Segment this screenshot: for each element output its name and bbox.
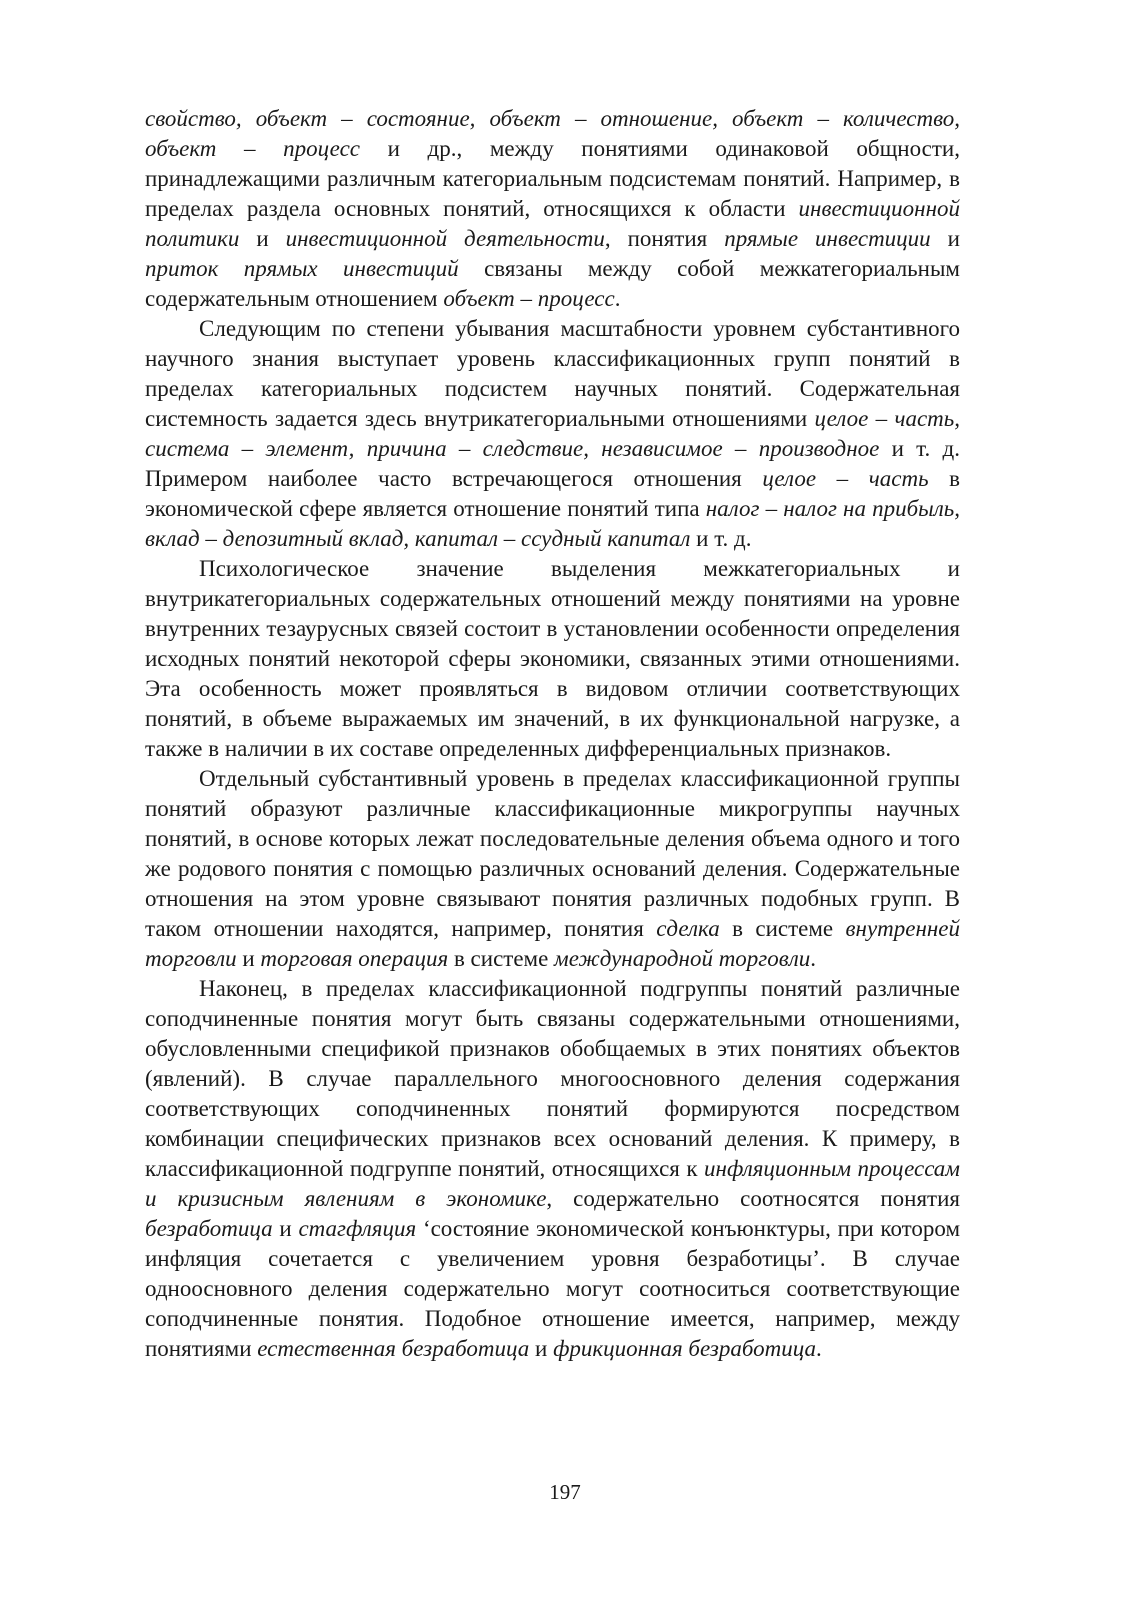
text-run: , понятия (604, 226, 725, 251)
text-run: связаны между собой межкатегориальным содержательным отношением (145, 256, 960, 311)
text-run: внутренней торговли (145, 916, 960, 971)
text-run: Следующим по степени убывания масштабности уровнем субстантивного научного знания выступает уровень классификационных групп понятий в пределах категориальных подсистем научных понятий. Содержательная системность задается здесь внутрикатегориальными отношениями (145, 316, 960, 431)
text-run: в системе (719, 916, 846, 941)
text-run: , содержательно соотносятся понятия (546, 1186, 960, 1211)
text-run: и т. д. (690, 526, 752, 551)
paragraph-3 (145, 554, 960, 764)
page-number: 197 (549, 1480, 581, 1504)
text-run: в экономической сфере является отношение понятий типа (145, 466, 960, 521)
text-run: сделка (656, 916, 720, 941)
paragraph-1 (145, 104, 960, 314)
paragraph-4 (145, 764, 960, 974)
text-run: Отдельный субстантивный уровень в пределах классификационной группы понятий образуют различные классификационные микрогруппы научных понятий, в основе которых лежат последовательные деления объема одного и того же родового понятия с помощью различных оснований деления. Содержательные отношения на этом уровне связывают понятия различных подобных групп. В таком отношении находятся, например, понятия (145, 766, 960, 941)
text-run: объект – процесс (443, 286, 615, 311)
text-run: в системе (448, 946, 555, 971)
text-run: и (529, 1336, 554, 1361)
text-run: целое – часть (762, 466, 929, 491)
text-run: . (614, 286, 621, 311)
text-run: и (239, 226, 286, 251)
text-run: стагфляция (298, 1216, 417, 1241)
text-run: целое – часть, система – элемент, причина – следствие, независимое – производное (145, 406, 960, 461)
text-run: Наконец, в пределах классификационной подгруппы понятий различные соподчиненные понятия могут быть связаны содержательными отношениями, обусловленными спецификой признаков обобщаемых в этих понятиях объектов (явлений). В случае параллельного многоосновного деления содержания соответствующих соподчиненных понятий формируются посредством комбинации специфических признаков всех оснований деления. К примеру, в классификационной подгруппе понятий, относящихся к (145, 976, 960, 1181)
text-run: инвестиционной политики (145, 196, 960, 251)
text-run: инфляционным процессам и кризисным явлениям в экономике (145, 1156, 960, 1211)
text-run: и т. д. Примером наиболее часто встречающегося отношения (145, 436, 960, 491)
page-body (145, 104, 960, 1364)
text-run: и (930, 226, 960, 251)
text-run: прямые инвестиции (724, 226, 931, 251)
text-run: . (810, 946, 817, 971)
text-run: естественная безработица (257, 1336, 530, 1361)
text-run: налог – налог на прибыль, вклад – депозитный вклад, капитал – ссудный капитал (145, 496, 961, 551)
text-run: безработица (145, 1216, 273, 1241)
text-run: и др., между понятиями одинаковой общности, принадлежащими различным категориальным подсистемам понятий. Например, в пределах раздела основных понятий, относящихся к области (145, 136, 960, 221)
text-run: ‘состояние экономической конъюнктуры, при котором инфляция сочетается с увеличением уровня безработицы’. В случае одноосновного деления содержательно могут соотноситься соответствующие соподчиненные понятия. Подобное отношение имеется, например, между понятиями (145, 1216, 961, 1361)
paragraph-5 (145, 974, 960, 1364)
text-run: и (236, 946, 261, 971)
text-run: торговая операция (260, 946, 449, 971)
text-run: международной торговли (554, 946, 811, 971)
text-run: Психологическое значение выделения межкатегориальных и внутрикатегориальных содержательных отношений между понятиями на уровне внутренних тезаурусных связей состоит в установлении особенности определения исходных понятий некоторой сферы экономики, связанных этими отношениями. Эта особенность может проявляться в видовом отличии соответствующих понятий, в объеме выражаемых им значений, в их функциональной нагрузке, а также в наличии в их составе определенных дифференциальных признаков. (145, 556, 960, 761)
text-run: свойство, объект – состояние, объект – отношение, объект – количество, объект – процесс (145, 106, 960, 161)
text-run: приток прямых инвестиций (145, 256, 459, 281)
text-run: . (816, 1336, 822, 1361)
text-run: и (272, 1216, 299, 1241)
text-run: фрикционная безработица (553, 1336, 817, 1361)
text-run: инвестиционной деятельности (285, 226, 605, 251)
paragraph-2 (145, 314, 960, 554)
